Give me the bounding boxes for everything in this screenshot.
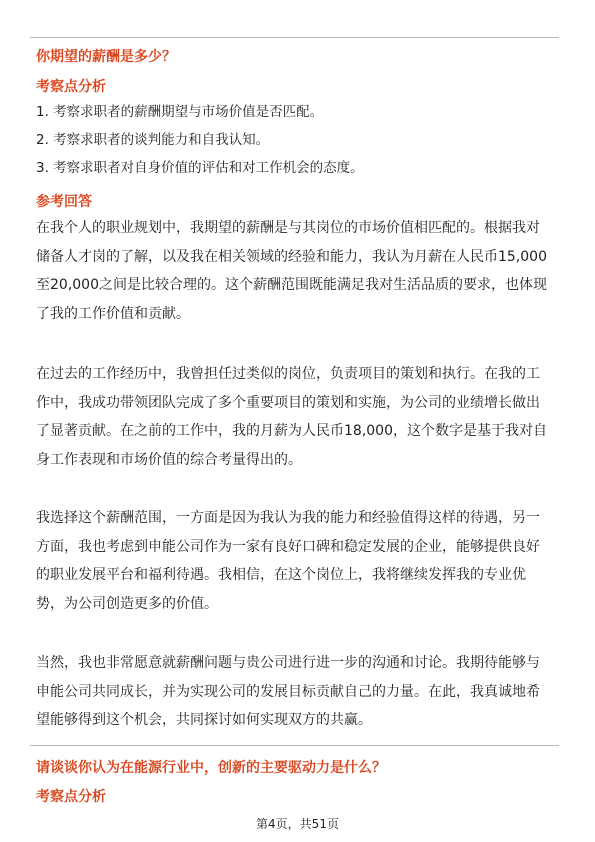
paragraph-line: 在我个人的职业规划中，我期望的薪酬是与其岗位的市场价值相匹配的。根据我对 — [36, 220, 540, 236]
paragraph-line: 方面，我也考虑到申能公司作为一家有良好口碑和稳定发展的企业，能够提供良好 — [36, 538, 540, 555]
analysis-point: 1. 考察求职者的薪酬期望与市场价值是否匹配。 — [36, 104, 324, 120]
paragraph-line: 了我的工作价值和贡献。 — [36, 305, 190, 322]
paragraph-line: 了显著贡献。在之前的工作中，我的月薪为人民币18,000，这个数字是基于我对自 — [36, 423, 547, 439]
paragraph-line: 的职业发展平台和福利待遇。我相信，在这个岗位上，我将继续发挥我的专业优 — [36, 567, 526, 583]
answer-paragraph — [36, 214, 558, 328]
section-divider — [30, 745, 559, 746]
analysis-point: 2. 考察求职者的谈判能力和自我认知。 — [36, 132, 270, 148]
paragraph-line: 当然，我也非常愿意就薪酬问题与贵公司进行进一步的沟通和讨论。我期待能够与 — [36, 655, 540, 671]
analysis-point: 3. 考察求职者对自身价值的评估和对工作机会的态度。 — [36, 160, 364, 176]
paragraph-line: 望能够得到这个机会，共同探讨如何实现双方的共赢。 — [36, 712, 372, 728]
question-title: 请谈谈你认为在能源行业中，创新的主要驱动力是什么？ — [36, 760, 386, 776]
paragraph-line: 储备人才岗的了解，以及我在相关领域的经验和能力，我认为月薪在人民币15,000 — [36, 248, 547, 265]
paragraph-line: 我选择这个薪酬范围，一方面是因为我认为我的能力和经验值得这样的待遇，另一 — [36, 510, 540, 526]
page-number: 第4页，共51页 — [256, 817, 339, 831]
analysis-heading: 考察点分析 — [36, 79, 106, 95]
paragraph-line: 身工作表现和市场价值的综合考量得出的。 — [36, 451, 302, 468]
answer-heading: 参考回答 — [36, 194, 92, 210]
analysis-heading: 考察点分析 — [36, 789, 106, 805]
paragraph-line: 至20,000之间是比较合理的。这个薪酬范围既能满足我对生活品质的要求，也体现 — [36, 277, 547, 293]
paragraph-line: 在过去的工作经历中，我曾担任过类似的岗位，负责项目的策划和执行。在我的工 — [36, 366, 540, 382]
answer-paragraph — [36, 649, 558, 735]
answer-paragraph — [36, 504, 558, 618]
paragraph-line: 申能公司共同成长，并为实现公司的发展目标贡献自己的力量。在此，我真诚地希 — [36, 683, 540, 700]
paragraph-line: 作中，我成功带领团队完成了多个重要项目的策划和实施，为公司的业绩增长做出 — [36, 394, 540, 411]
answer-paragraph — [36, 360, 558, 474]
paragraph-line: 势，为公司创造更多的价值。 — [36, 595, 218, 612]
top-divider — [30, 37, 559, 38]
question-title: 你期望的薪酬是多少？ — [36, 49, 176, 65]
